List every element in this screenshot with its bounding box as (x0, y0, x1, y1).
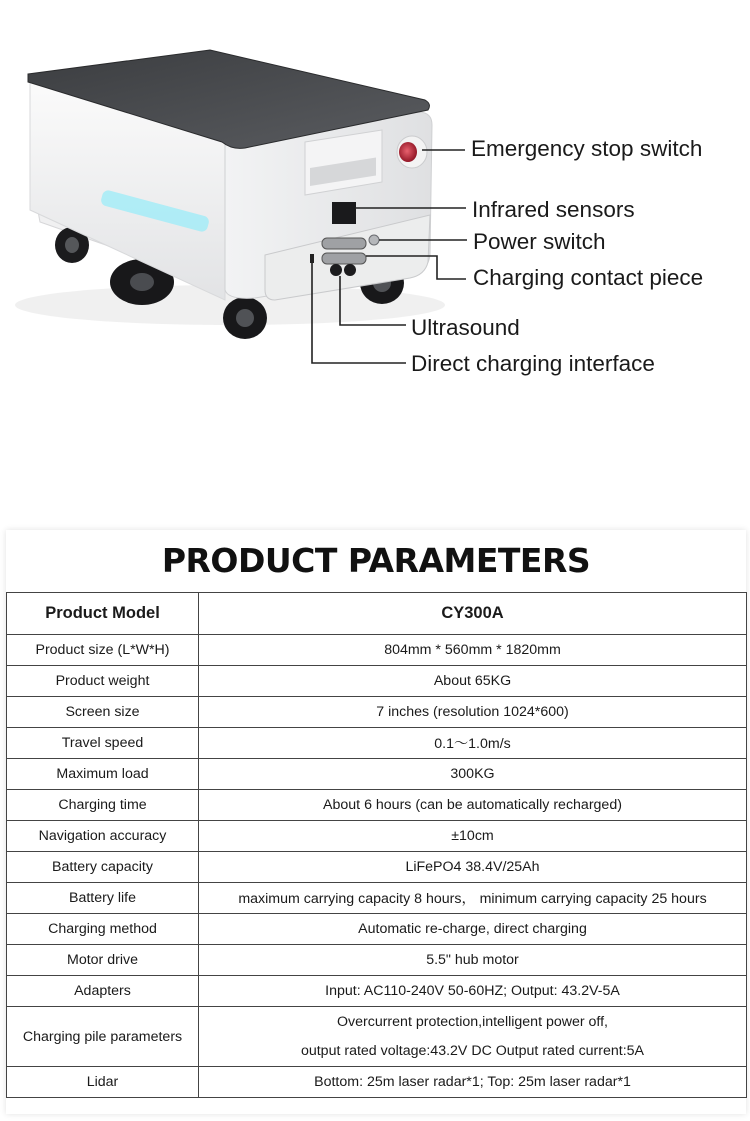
ultrasound-sensor-right (344, 264, 356, 276)
header-label: Product Model (7, 593, 199, 635)
row-value: 300KG (199, 759, 747, 790)
callout-infrared-sensors: Infrared sensors (472, 197, 635, 222)
table-row (7, 635, 747, 666)
row-value: ±10cm (199, 821, 747, 852)
row-value (199, 1007, 747, 1067)
table-row (7, 790, 747, 821)
charging-contact-bottom (322, 253, 366, 264)
callout-charging-contact: Charging contact piece (473, 265, 704, 290)
row-value: Automatic re-charge, direct charging (199, 914, 747, 945)
row-value: 7 inches (resolution 1024*600) (199, 697, 747, 728)
infrared-sensor-window (332, 202, 356, 224)
row-label: Product size (L*W*H) (7, 635, 199, 666)
row-label: Lidar (7, 1067, 199, 1098)
row-label: Charging pile parameters (7, 1007, 199, 1067)
table-row (7, 728, 747, 759)
table-row (7, 1067, 747, 1098)
row-label: Maximum load (7, 759, 199, 790)
spec-table (6, 592, 747, 1098)
emergency-stop-button (399, 142, 417, 162)
row-label: Adapters (7, 976, 199, 1007)
row-value: 0.1～1.0m/s (199, 728, 747, 759)
row-label: Travel speed (7, 728, 199, 759)
row-label: Battery life (7, 883, 199, 914)
pile-line-2: output rated voltage:43.2V DC Output rated current:5A (300, 1042, 645, 1059)
power-switch (369, 235, 379, 245)
table-row-charging-pile (7, 1007, 747, 1067)
table-row (7, 697, 747, 728)
table-row (7, 821, 747, 852)
row-label: Motor drive (7, 945, 199, 976)
callout-ultrasound: Ultrasound (411, 315, 520, 340)
row-value: About 6 hours (can be automatically recharged) (199, 790, 747, 821)
callout-emergency-stop: Emergency stop switch (471, 136, 703, 161)
row-label: Charging method (7, 914, 199, 945)
ultrasound-sensor-left (330, 264, 342, 276)
table-row (7, 945, 747, 976)
row-value: Bottom: 25m laser radar*1; Top: 25m laser radar*1 (199, 1067, 747, 1098)
product-parameters-section (6, 530, 746, 1114)
row-label: Charging time (7, 790, 199, 821)
table-row (7, 883, 747, 914)
table-row (7, 914, 747, 945)
row-value: Input: AC110-240V 50-60HZ; Output: 43.2V-5A (199, 976, 747, 1007)
row-value: 5.5" hub motor (199, 945, 747, 976)
header-value: CY300A (199, 593, 747, 635)
table-row (7, 852, 747, 883)
charging-contact-top (322, 238, 366, 249)
callout-direct-charging: Direct charging interface (411, 351, 655, 376)
params-title: PRODUCT PARAMETERS (161, 541, 591, 580)
callout-power-switch: Power switch (473, 229, 606, 254)
row-value: About 65KG (199, 666, 747, 697)
table-row (7, 759, 747, 790)
row-label: Screen size (7, 697, 199, 728)
table-row (7, 666, 747, 697)
row-value: maximum carrying capacity 8 hours， minimum carrying capacity 25 hours (199, 883, 747, 914)
pile-line-1: Overcurrent protection,intelligent power off, (336, 1013, 609, 1030)
table-row (7, 976, 747, 1007)
product-figure (0, 0, 750, 420)
row-value: 804mm * 560mm * 1820mm (199, 635, 747, 666)
table-header-row (7, 593, 747, 635)
row-label: Battery capacity (7, 852, 199, 883)
direct-charging-port (310, 254, 314, 263)
row-label: Navigation accuracy (7, 821, 199, 852)
wheel-front-left (223, 297, 267, 339)
row-value: LiFePO4 38.4V/25Ah (199, 852, 747, 883)
row-label: Product weight (7, 666, 199, 697)
